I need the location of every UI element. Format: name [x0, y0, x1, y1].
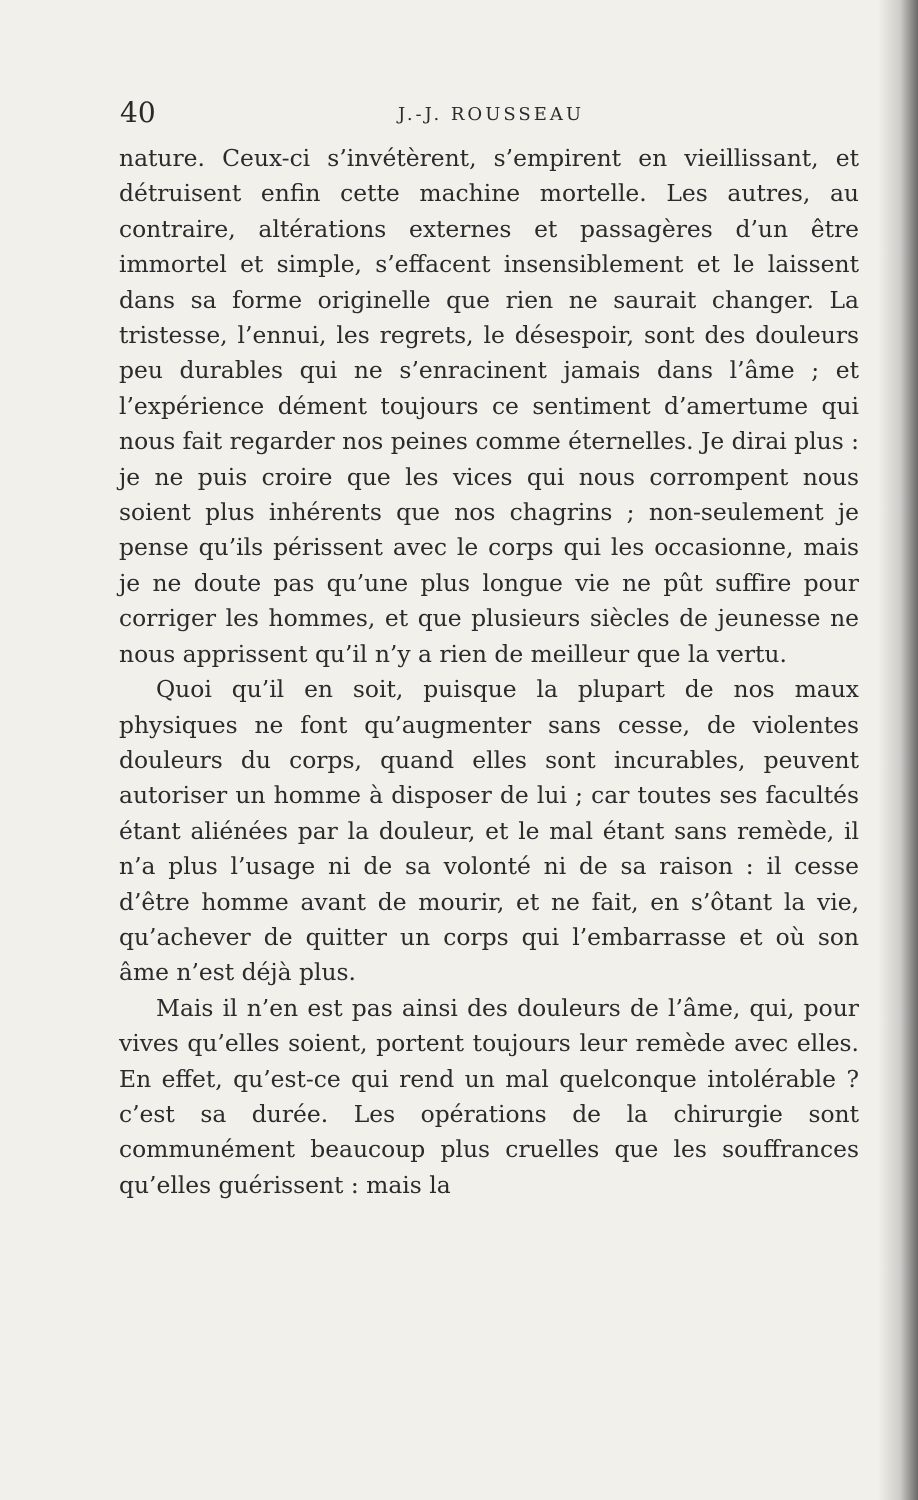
- page-header: [120, 96, 860, 136]
- body-text: [119, 141, 859, 1203]
- paragraph-continuation: nature. Ceux-ci s’invétèrent, s’empirent en vieillissant, et détruisent enfin cette machine mortelle. Les autres, au contraire, altérations externes et passagères d’un être immortel et simple, s’effacent insensiblement et le laissent dans sa forme originelle que rien ne saurait changer. La tristesse, l’ennui, les regrets, le désespoir, sont des douleurs peu durables qui ne s’enracinent jamais dans l’âme ; et l’expérience dément toujours ce sentiment d’amertume qui nous fait regarder nos peines comme éternelles. Je dirai plus : je ne puis croire que les vices qui nous corrompent nous soient plus inhérents que nos chagrins ; non-seulement je pense qu’ils périssent avec le corps qui les occasionne, mais je ne doute pas qu’une plus longue vie ne pût suffire pour corriger les hommes, et que plusieurs siècles de jeunesse ne nous apprissent qu’il n’y a rien de meilleur que la vertu.: [119, 144, 860, 668]
- running-head: J.-J. ROUSSEAU: [398, 104, 585, 125]
- page-number: 40: [120, 96, 156, 129]
- paragraph: Mais il n’en est pas ainsi des douleurs de l’âme, qui, pour vives qu’elles soient, portent toujours leur remède avec elles. En effet, qu’est-ce qui rend un mal quelconque intolérable ? c’est sa durée. Les opérations de la chirurgie sont communément beaucoup plus cruelles que les souffrances qu’elles guérissent : mais la: [119, 993, 859, 1199]
- paragraph: Quoi qu’il en soit, puisque la plupart de nos maux physiques ne font qu’augmenter sans cesse, de violentes douleurs du corps, quand elles sont incurables, peuvent autoriser un homme à disposer de lui ; car toutes ses facultés étant aliénées par la douleur, et le mal étant sans remède, il n’a plus l’usage ni de sa volonté ni de sa raison : il cesse d’être homme avant de mourir, et ne fait, en s’ôtant la vie, qu’achever de quitter un corps qui l’embarrasse et où son âme n’est déjà plus.: [119, 675, 859, 987]
- page-edge-shadow: [878, 0, 918, 1500]
